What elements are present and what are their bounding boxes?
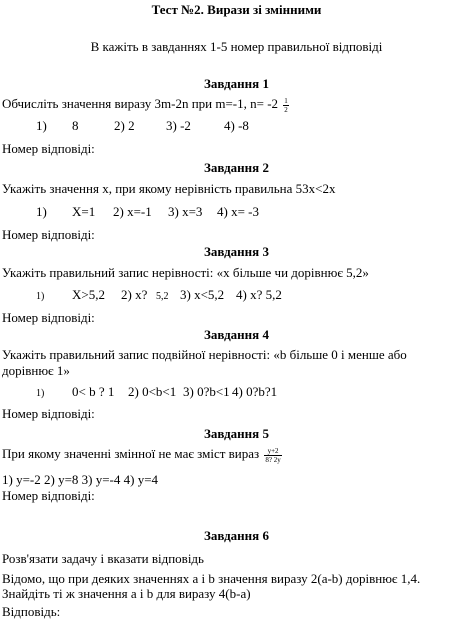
task-4-option-4: 4) 0?b?1 [232, 384, 278, 399]
task-6-line-2: Знайдіть ті ж значення а і b для виразу 4(b-a) [2, 586, 251, 601]
task-3-option-1: X>5,2 [72, 287, 105, 302]
test-title: Тест №2. Вирази зі змінними [151, 2, 322, 17]
task-3-option-number: 1) [36, 291, 45, 302]
task-1-option-2: 2) 2 [114, 118, 135, 133]
task-4-question-line-1: Укажіть правильний запис подвійної нерівності: «b більше 0 і менше або [2, 347, 407, 362]
task-1-fraction-numerator: 1 [284, 96, 288, 105]
task-2-option-number: 1) [36, 204, 47, 219]
task-2-option-1: X=1 [72, 204, 96, 219]
task-6-intro: Розв'язати задачу і вказати відповідь [2, 551, 204, 566]
task-1-answer-label: Номер відповіді: [2, 141, 95, 156]
task-4-heading: Завдання 4 [204, 327, 269, 342]
task-4-question-line-2: дорівнює 1» [2, 363, 70, 378]
task-6-answer-label: Відповідь: [2, 604, 61, 619]
task-2-heading: Завдання 2 [204, 160, 269, 175]
task-6-line-1: Відомо, що при деяких значеннях а і b значення виразу 2(a-b) дорівнює 1,4. [2, 571, 421, 586]
task-4-option-number: 1) [36, 388, 45, 399]
task-5-fraction-denominator: 8? 2y [265, 455, 281, 464]
task-2-question: Укажіть значення х, при якому нерівність правильна 53х<2х [2, 181, 336, 196]
task-3-heading: Завдання 3 [204, 244, 269, 259]
task-1-option-3: 3) -2 [166, 118, 191, 133]
task-1-option-number: 1) [36, 118, 47, 133]
task-1-question [2, 96, 289, 114]
task-5-question [2, 446, 282, 464]
task-4-option-2: 2) 0<b<1 [128, 384, 177, 399]
task-1-option-4: 4) -8 [224, 118, 249, 133]
task-2-answer-label: Номер відповіді: [2, 227, 95, 242]
task-1-fraction-denominator: 2 [284, 105, 288, 114]
task-3-option-3: 3) x<5,2 [180, 287, 225, 302]
task-2-option-3: 3) x=3 [168, 204, 203, 219]
instruction-text: В кажіть в завданнях 1-5 номер правильної відповіді [90, 39, 383, 54]
task-5-fraction-numerator: y+2 [264, 447, 281, 456]
task-3-answer-label: Номер відповіді: [2, 310, 95, 325]
task-3-question: Укажіть правильний запис нерівності: «х більше чи дорівнює 5,2» [2, 265, 369, 280]
task-2-option-2: 2) x=-1 [113, 204, 152, 219]
task-5-answer-label: Номер відповіді: [2, 488, 95, 503]
task-1-question-text: Обчисліть значення виразу 3m-2n при m=-1, n= -2 [2, 96, 279, 111]
task-5-options: 1) y=-2 2) y=8 3) y=-4 4) y=4 [2, 472, 159, 487]
task-1-heading: Завдання 1 [204, 76, 269, 91]
task-2-option-4: 4) x= -3 [217, 204, 259, 219]
task-5-fraction [264, 447, 281, 464]
task-3-option-2-value: 5,2 [156, 291, 169, 302]
task-5-heading: Завдання 5 [204, 426, 269, 441]
task-4-answer-label: Номер відповіді: [2, 406, 95, 421]
task-3-option-2: 2) x? [121, 287, 148, 302]
task-4-option-3: 3) 0?b<1 [183, 384, 230, 399]
task-6-heading: Завдання 6 [204, 528, 269, 543]
task-5-question-text: При якому значенні змінної не має зміст вираз [2, 446, 260, 461]
task-4-option-1: 0< b ? 1 [72, 384, 115, 399]
task-1-option-1: 8 [72, 118, 79, 133]
task-1-fraction [283, 97, 289, 114]
task-3-option-4: 4) x? 5,2 [236, 287, 282, 302]
